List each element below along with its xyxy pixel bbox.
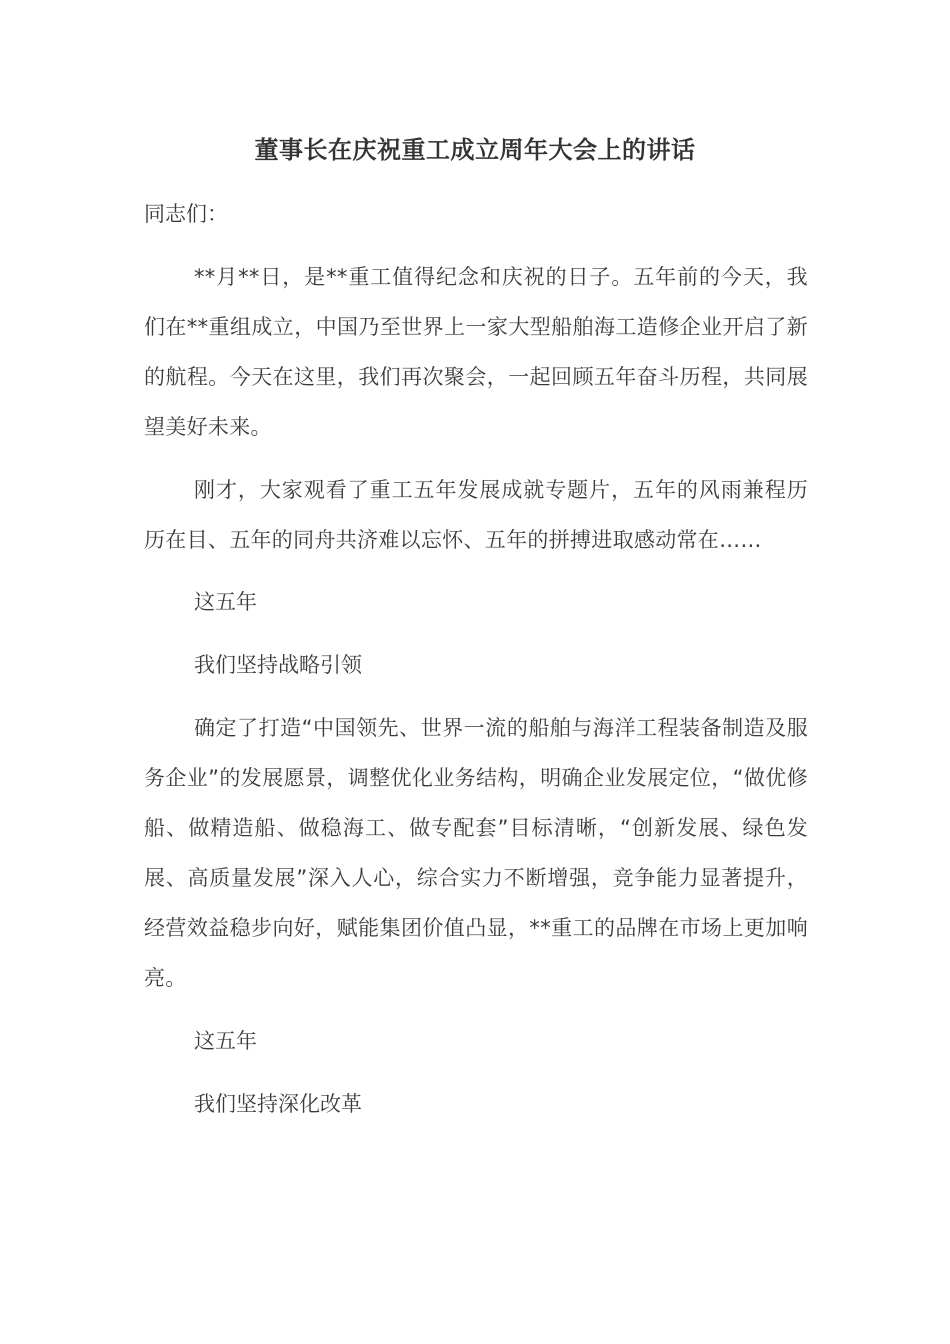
section-heading-five-years: 这五年 <box>194 590 257 614</box>
paragraph-strategy: 确定了打造“中国领先、世界一流的船舶与海洋工程装备制造及服务企业”的发展愿景，调整优化业务结构，明确企业发展定位，“做优修船、做精造船、做稳海工、做专配套”目标清晰，“创新发展、绿色发展、高质量发展”深入人心，综合实力不断增强，竞争能力显著提升，经营效益稳步向好，赋能集团价值凸显，**重工的品牌在市场上更加响亮。 <box>144 716 808 990</box>
paragraph-anniversary: **月**日，是**重工值得纪念和庆祝的日子。五年前的今天，我们在**重组成立，中国乃至世界上一家大型船舶海工造修企业开启了新的航程。今天在这里，我们再次聚会，一起回顾五年奋斗历程，共同展望美好未来。 <box>144 265 808 439</box>
paragraph-documentary: 刚才，大家观看了重工五年发展成就专题片，五年的风雨兼程历历在目、五年的同舟共济难以忘怀、五年的拼搏进取感动常在…… <box>144 478 808 552</box>
salutation: 同志们： <box>144 202 228 226</box>
section-subheading-reform: 我们坚持深化改革 <box>194 1092 362 1116</box>
document-title: 董事长在庆祝重工成立周年大会上的讲话 <box>254 136 696 164</box>
section-heading-five-years-2: 这五年 <box>194 1029 257 1053</box>
section-subheading-strategy: 我们坚持战略引领 <box>194 653 362 677</box>
